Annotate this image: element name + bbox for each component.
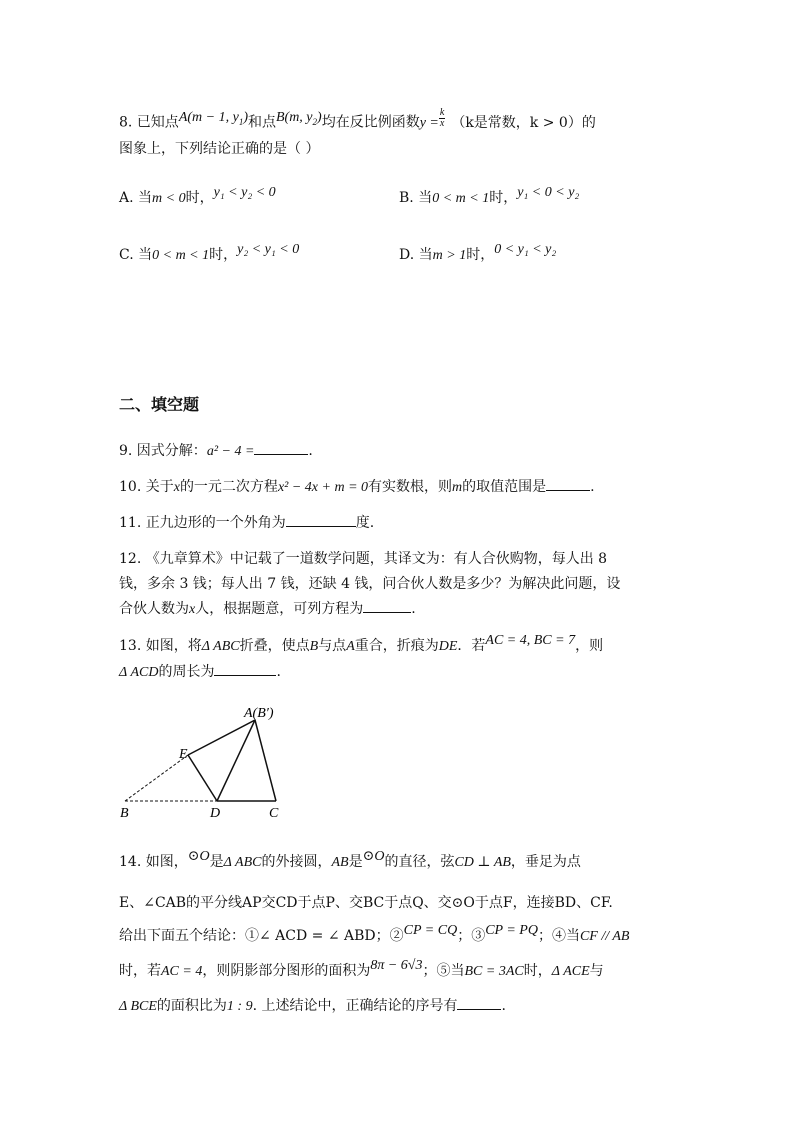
q13-line2: Δ ACD的周长为 . [119,661,281,683]
label-c: C [269,806,279,821]
q10-answer-blank[interactable] [546,476,590,491]
circle-dot-icon: ⊙ [362,848,375,864]
q8-fraction: $\frac{k}{x}$ [439,107,445,129]
q8-option-a: A. 当m < 0时，y₁ < y₂ < 0 [119,185,276,206]
q8-option-c: C. 当0 < m < 1时，y₂ < y₁ < 0 [119,242,300,263]
q11-line: 11. 正九边形的一个外角为 度. [119,512,374,533]
q8-option-b: B. 当0 < m < 1时，y₁ < 0 < y₂ [399,185,580,206]
q14-line2: E、∠CAB的平分线AP交CD于点P、交BC于点Q、交⊙O于点F，连接BD、CF. [119,895,613,911]
q8-and: 和点 [247,114,276,131]
q12-line3: 合伙人数为x人，根据题意，可列方程为 . [119,598,416,620]
q9-line: 9. 因式分解：a² − 4 = . [119,440,313,462]
q12-line1: 12. 《九章算术》中记载了一道数学问题，其译文为：有人合伙购物，每人出 8 [119,551,608,567]
q8-point-b: B(m, $y_2$) [275,109,322,127]
q14-line3: 给出下面五个结论：①∠ ACD = ∠ ABD；②CP = CQ；③CP = PQ；④当CF // AB [119,923,630,944]
q12-answer-blank[interactable] [363,598,411,613]
q8-func-y: y = [419,115,439,131]
label-a: A(B′) [244,706,274,721]
q8-option-d: D. 当m > 1时，0 < y₁ < y₂ [399,242,557,263]
q14-answer-blank[interactable] [457,995,501,1010]
q14-line5: Δ BCE的面积比为1 : 9. 上述结论中，正确结论的序号有 . [119,995,506,1017]
q9-expression: a² − 4 = [206,444,255,459]
segment-ea [188,720,255,755]
q8-func-text: 均在反比例函数 [321,114,420,131]
segment-da [217,720,255,801]
q8-point-a: A(m − 1, $y_1$) [178,109,248,127]
section-title: 二、填空题 [119,395,200,414]
label-b: B [120,806,129,821]
q14-line4: 时，若AC = 4，则阴影部分图形的面积为8π − 6√3；⑤当BC = 3AC时，Δ ACE与 [119,958,604,979]
q8-line1 [119,107,596,137]
q13-answer-blank[interactable] [214,661,276,676]
q13-figure [112,700,312,825]
q13-line1: 13. 如图，将Δ ABC折叠，使点B与点A重合，折痕为DE．若AC = 4, BC = 7，则 [119,633,604,654]
q11-answer-blank[interactable] [286,512,356,527]
circle-dot-icon: ⊙ [187,848,200,864]
segment-ed [188,755,217,801]
q8-condition: （k是常数，k > 0）的 [451,114,596,131]
q10-equation: x² − 4x + m = 0 [277,480,369,495]
q9-answer-blank[interactable] [254,440,308,455]
label-e: E [179,747,188,762]
q10-line: 10. 关于x的一元二次方程x² − 4x + m = 0有实数根，则m的取值范围是 . [119,476,595,498]
q14-line1: 14. 如图，⊙O是Δ ABC的外接圆，AB是⊙O的直径，弦CD ⊥ AB，垂足为点 [119,848,581,870]
label-d: D [210,806,221,821]
q8-number: 8. 已知点 [119,114,179,131]
segment-ac [255,720,276,801]
q12-line2: 钱，多余 3 钱；每人出 7 钱，还缺 4 钱，问合伙人数是多少？为解决此问题，设 [119,576,621,592]
q8-line2: 图象上，下列结论正确的是（ ） [119,141,320,157]
